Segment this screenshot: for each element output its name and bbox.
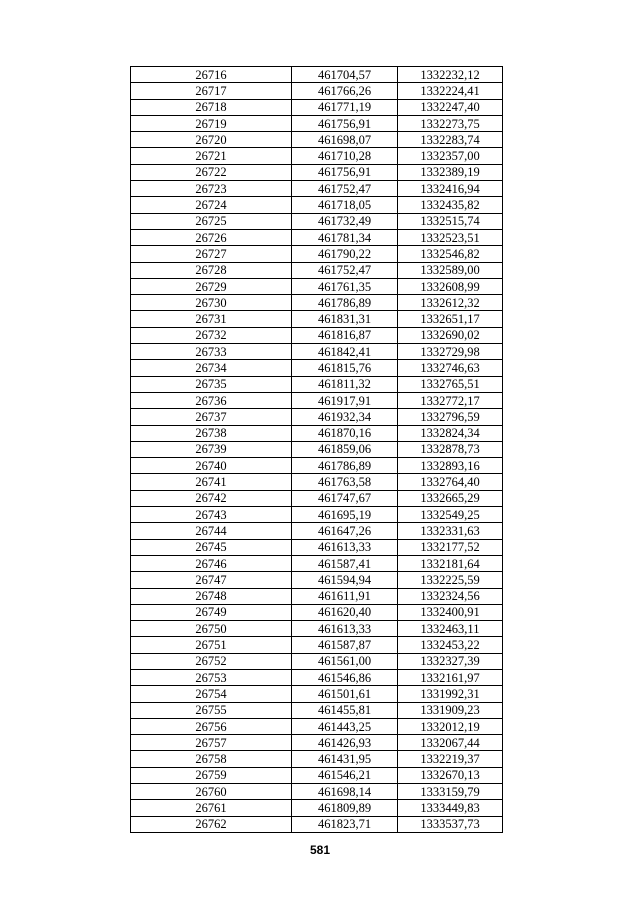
point-number-cell: 26721 bbox=[131, 148, 292, 164]
x-coordinate-cell: 461587,87 bbox=[292, 637, 398, 653]
table-row bbox=[131, 229, 503, 245]
y-coordinate-cell: 1332324,56 bbox=[398, 588, 503, 604]
table-row bbox=[131, 735, 503, 751]
point-number-cell: 26730 bbox=[131, 295, 292, 311]
x-coordinate-cell: 461732,49 bbox=[292, 213, 398, 229]
y-coordinate-cell: 1332665,29 bbox=[398, 490, 503, 506]
table-row bbox=[131, 441, 503, 457]
point-number-cell: 26761 bbox=[131, 800, 292, 816]
y-coordinate-cell: 1332729,98 bbox=[398, 344, 503, 360]
y-coordinate-cell: 1332764,40 bbox=[398, 474, 503, 490]
point-number-cell: 26723 bbox=[131, 181, 292, 197]
coordinates-table bbox=[130, 66, 503, 833]
table-row bbox=[131, 702, 503, 718]
x-coordinate-cell: 461761,35 bbox=[292, 278, 398, 294]
point-number-cell: 26757 bbox=[131, 735, 292, 751]
point-number-cell: 26738 bbox=[131, 425, 292, 441]
table-row bbox=[131, 523, 503, 539]
x-coordinate-cell: 461917,91 bbox=[292, 392, 398, 408]
table-row bbox=[131, 490, 503, 506]
y-coordinate-cell: 1332416,94 bbox=[398, 181, 503, 197]
point-number-cell: 26725 bbox=[131, 213, 292, 229]
table-row bbox=[131, 555, 503, 571]
x-coordinate-cell: 461443,25 bbox=[292, 718, 398, 734]
x-coordinate-cell: 461747,67 bbox=[292, 490, 398, 506]
x-coordinate-cell: 461546,21 bbox=[292, 767, 398, 783]
y-coordinate-cell: 1332612,32 bbox=[398, 295, 503, 311]
y-coordinate-cell: 1332389,19 bbox=[398, 164, 503, 180]
point-number-cell: 26760 bbox=[131, 784, 292, 800]
y-coordinate-cell: 1332219,37 bbox=[398, 751, 503, 767]
point-number-cell: 26719 bbox=[131, 115, 292, 131]
y-coordinate-cell: 1332232,12 bbox=[398, 67, 503, 83]
x-coordinate-cell: 461613,33 bbox=[292, 539, 398, 555]
point-number-cell: 26746 bbox=[131, 555, 292, 571]
point-number-cell: 26729 bbox=[131, 278, 292, 294]
x-coordinate-cell: 461426,93 bbox=[292, 735, 398, 751]
y-coordinate-cell: 1331909,23 bbox=[398, 702, 503, 718]
x-coordinate-cell: 461870,16 bbox=[292, 425, 398, 441]
point-number-cell: 26758 bbox=[131, 751, 292, 767]
point-number-cell: 26720 bbox=[131, 132, 292, 148]
y-coordinate-cell: 1332824,34 bbox=[398, 425, 503, 441]
point-number-cell: 26753 bbox=[131, 669, 292, 685]
y-coordinate-cell: 1332400,91 bbox=[398, 604, 503, 620]
x-coordinate-cell: 461786,89 bbox=[292, 295, 398, 311]
table-row bbox=[131, 458, 503, 474]
y-coordinate-cell: 1333159,79 bbox=[398, 784, 503, 800]
y-coordinate-cell: 1332746,63 bbox=[398, 360, 503, 376]
x-coordinate-cell: 461771,19 bbox=[292, 99, 398, 115]
y-coordinate-cell: 1332177,52 bbox=[398, 539, 503, 555]
table-row bbox=[131, 767, 503, 783]
table-row bbox=[131, 669, 503, 685]
x-coordinate-cell: 461766,26 bbox=[292, 83, 398, 99]
y-coordinate-cell: 1332225,59 bbox=[398, 572, 503, 588]
y-coordinate-cell: 1332796,59 bbox=[398, 409, 503, 425]
table-row bbox=[131, 653, 503, 669]
table-row bbox=[131, 213, 503, 229]
table-row bbox=[131, 197, 503, 213]
table-row bbox=[131, 181, 503, 197]
table-row bbox=[131, 425, 503, 441]
table-row bbox=[131, 376, 503, 392]
x-coordinate-cell: 461842,41 bbox=[292, 344, 398, 360]
table-row bbox=[131, 99, 503, 115]
point-number-cell: 26716 bbox=[131, 67, 292, 83]
table-row bbox=[131, 246, 503, 262]
y-coordinate-cell: 1331992,31 bbox=[398, 686, 503, 702]
table-row bbox=[131, 800, 503, 816]
table-row bbox=[131, 604, 503, 620]
y-coordinate-cell: 1332435,82 bbox=[398, 197, 503, 213]
x-coordinate-cell: 461594,94 bbox=[292, 572, 398, 588]
point-number-cell: 26734 bbox=[131, 360, 292, 376]
point-number-cell: 26737 bbox=[131, 409, 292, 425]
table-row bbox=[131, 637, 503, 653]
y-coordinate-cell: 1332161,97 bbox=[398, 669, 503, 685]
y-coordinate-cell: 1332067,44 bbox=[398, 735, 503, 751]
point-number-cell: 26717 bbox=[131, 83, 292, 99]
y-coordinate-cell: 1332247,40 bbox=[398, 99, 503, 115]
y-coordinate-cell: 1332878,73 bbox=[398, 441, 503, 457]
x-coordinate-cell: 461695,19 bbox=[292, 507, 398, 523]
y-coordinate-cell: 1332772,17 bbox=[398, 392, 503, 408]
x-coordinate-cell: 461620,40 bbox=[292, 604, 398, 620]
point-number-cell: 26748 bbox=[131, 588, 292, 604]
table-row bbox=[131, 588, 503, 604]
table-row bbox=[131, 539, 503, 555]
x-coordinate-cell: 461431,95 bbox=[292, 751, 398, 767]
x-coordinate-cell: 461752,47 bbox=[292, 262, 398, 278]
table-row bbox=[131, 311, 503, 327]
point-number-cell: 26732 bbox=[131, 327, 292, 343]
y-coordinate-cell: 1332549,25 bbox=[398, 507, 503, 523]
table-row bbox=[131, 67, 503, 83]
x-coordinate-cell: 461763,58 bbox=[292, 474, 398, 490]
point-number-cell: 26724 bbox=[131, 197, 292, 213]
y-coordinate-cell: 1332523,51 bbox=[398, 229, 503, 245]
table-row bbox=[131, 295, 503, 311]
table-row bbox=[131, 344, 503, 360]
x-coordinate-cell: 461809,89 bbox=[292, 800, 398, 816]
point-number-cell: 26762 bbox=[131, 816, 292, 832]
point-number-cell: 26727 bbox=[131, 246, 292, 262]
y-coordinate-cell: 1332589,00 bbox=[398, 262, 503, 278]
point-number-cell: 26743 bbox=[131, 507, 292, 523]
point-number-cell: 26722 bbox=[131, 164, 292, 180]
table-row bbox=[131, 360, 503, 376]
x-coordinate-cell: 461823,71 bbox=[292, 816, 398, 832]
y-coordinate-cell: 1332012,19 bbox=[398, 718, 503, 734]
table-row bbox=[131, 718, 503, 734]
point-number-cell: 26736 bbox=[131, 392, 292, 408]
x-coordinate-cell: 461859,06 bbox=[292, 441, 398, 457]
table-row bbox=[131, 572, 503, 588]
x-coordinate-cell: 461698,14 bbox=[292, 784, 398, 800]
table-row bbox=[131, 164, 503, 180]
point-number-cell: 26741 bbox=[131, 474, 292, 490]
y-coordinate-cell: 1332327,39 bbox=[398, 653, 503, 669]
x-coordinate-cell: 461781,34 bbox=[292, 229, 398, 245]
x-coordinate-cell: 461756,91 bbox=[292, 115, 398, 131]
point-number-cell: 26752 bbox=[131, 653, 292, 669]
y-coordinate-cell: 1332651,17 bbox=[398, 311, 503, 327]
point-number-cell: 26750 bbox=[131, 621, 292, 637]
table-row bbox=[131, 686, 503, 702]
x-coordinate-cell: 461561,00 bbox=[292, 653, 398, 669]
y-coordinate-cell: 1332181,64 bbox=[398, 555, 503, 571]
x-coordinate-cell: 461786,89 bbox=[292, 458, 398, 474]
table-row bbox=[131, 409, 503, 425]
x-coordinate-cell: 461815,76 bbox=[292, 360, 398, 376]
table-row bbox=[131, 751, 503, 767]
y-coordinate-cell: 1332453,22 bbox=[398, 637, 503, 653]
table-row bbox=[131, 115, 503, 131]
point-number-cell: 26755 bbox=[131, 702, 292, 718]
x-coordinate-cell: 461546,86 bbox=[292, 669, 398, 685]
point-number-cell: 26749 bbox=[131, 604, 292, 620]
point-number-cell: 26754 bbox=[131, 686, 292, 702]
table-row bbox=[131, 148, 503, 164]
table-row bbox=[131, 392, 503, 408]
y-coordinate-cell: 1332224,41 bbox=[398, 83, 503, 99]
x-coordinate-cell: 461587,41 bbox=[292, 555, 398, 571]
y-coordinate-cell: 1332515,74 bbox=[398, 213, 503, 229]
y-coordinate-cell: 1332608,99 bbox=[398, 278, 503, 294]
point-number-cell: 26751 bbox=[131, 637, 292, 653]
table-row bbox=[131, 474, 503, 490]
point-number-cell: 26718 bbox=[131, 99, 292, 115]
x-coordinate-cell: 461611,91 bbox=[292, 588, 398, 604]
table-row bbox=[131, 327, 503, 343]
table-row bbox=[131, 784, 503, 800]
x-coordinate-cell: 461756,91 bbox=[292, 164, 398, 180]
x-coordinate-cell: 461455,81 bbox=[292, 702, 398, 718]
point-number-cell: 26739 bbox=[131, 441, 292, 457]
point-number-cell: 26726 bbox=[131, 229, 292, 245]
x-coordinate-cell: 461698,07 bbox=[292, 132, 398, 148]
x-coordinate-cell: 461647,26 bbox=[292, 523, 398, 539]
point-number-cell: 26728 bbox=[131, 262, 292, 278]
point-number-cell: 26740 bbox=[131, 458, 292, 474]
y-coordinate-cell: 1332893,16 bbox=[398, 458, 503, 474]
point-number-cell: 26735 bbox=[131, 376, 292, 392]
table-row bbox=[131, 278, 503, 294]
x-coordinate-cell: 461613,33 bbox=[292, 621, 398, 637]
y-coordinate-cell: 1332273,75 bbox=[398, 115, 503, 131]
x-coordinate-cell: 461501,61 bbox=[292, 686, 398, 702]
x-coordinate-cell: 461932,34 bbox=[292, 409, 398, 425]
y-coordinate-cell: 1333449,83 bbox=[398, 800, 503, 816]
x-coordinate-cell: 461816,87 bbox=[292, 327, 398, 343]
y-coordinate-cell: 1332546,82 bbox=[398, 246, 503, 262]
y-coordinate-cell: 1332331,63 bbox=[398, 523, 503, 539]
point-number-cell: 26759 bbox=[131, 767, 292, 783]
y-coordinate-cell: 1332670,13 bbox=[398, 767, 503, 783]
table-row bbox=[131, 507, 503, 523]
coordinates-table-body bbox=[131, 67, 503, 833]
y-coordinate-cell: 1332283,74 bbox=[398, 132, 503, 148]
x-coordinate-cell: 461752,47 bbox=[292, 181, 398, 197]
x-coordinate-cell: 461704,57 bbox=[292, 67, 398, 83]
y-coordinate-cell: 1332765,51 bbox=[398, 376, 503, 392]
point-number-cell: 26733 bbox=[131, 344, 292, 360]
y-coordinate-cell: 1333537,73 bbox=[398, 816, 503, 832]
x-coordinate-cell: 461710,28 bbox=[292, 148, 398, 164]
page-number: 581 bbox=[309, 843, 331, 857]
point-number-cell: 26742 bbox=[131, 490, 292, 506]
y-coordinate-cell: 1332463,11 bbox=[398, 621, 503, 637]
point-number-cell: 26731 bbox=[131, 311, 292, 327]
table-row bbox=[131, 816, 503, 832]
point-number-cell: 26745 bbox=[131, 539, 292, 555]
y-coordinate-cell: 1332357,00 bbox=[398, 148, 503, 164]
point-number-cell: 26747 bbox=[131, 572, 292, 588]
x-coordinate-cell: 461831,31 bbox=[292, 311, 398, 327]
point-number-cell: 26744 bbox=[131, 523, 292, 539]
table-row bbox=[131, 262, 503, 278]
x-coordinate-cell: 461718,05 bbox=[292, 197, 398, 213]
point-number-cell: 26756 bbox=[131, 718, 292, 734]
x-coordinate-cell: 461811,32 bbox=[292, 376, 398, 392]
x-coordinate-cell: 461790,22 bbox=[292, 246, 398, 262]
table-row bbox=[131, 132, 503, 148]
table-row bbox=[131, 621, 503, 637]
y-coordinate-cell: 1332690,02 bbox=[398, 327, 503, 343]
table-row bbox=[131, 83, 503, 99]
